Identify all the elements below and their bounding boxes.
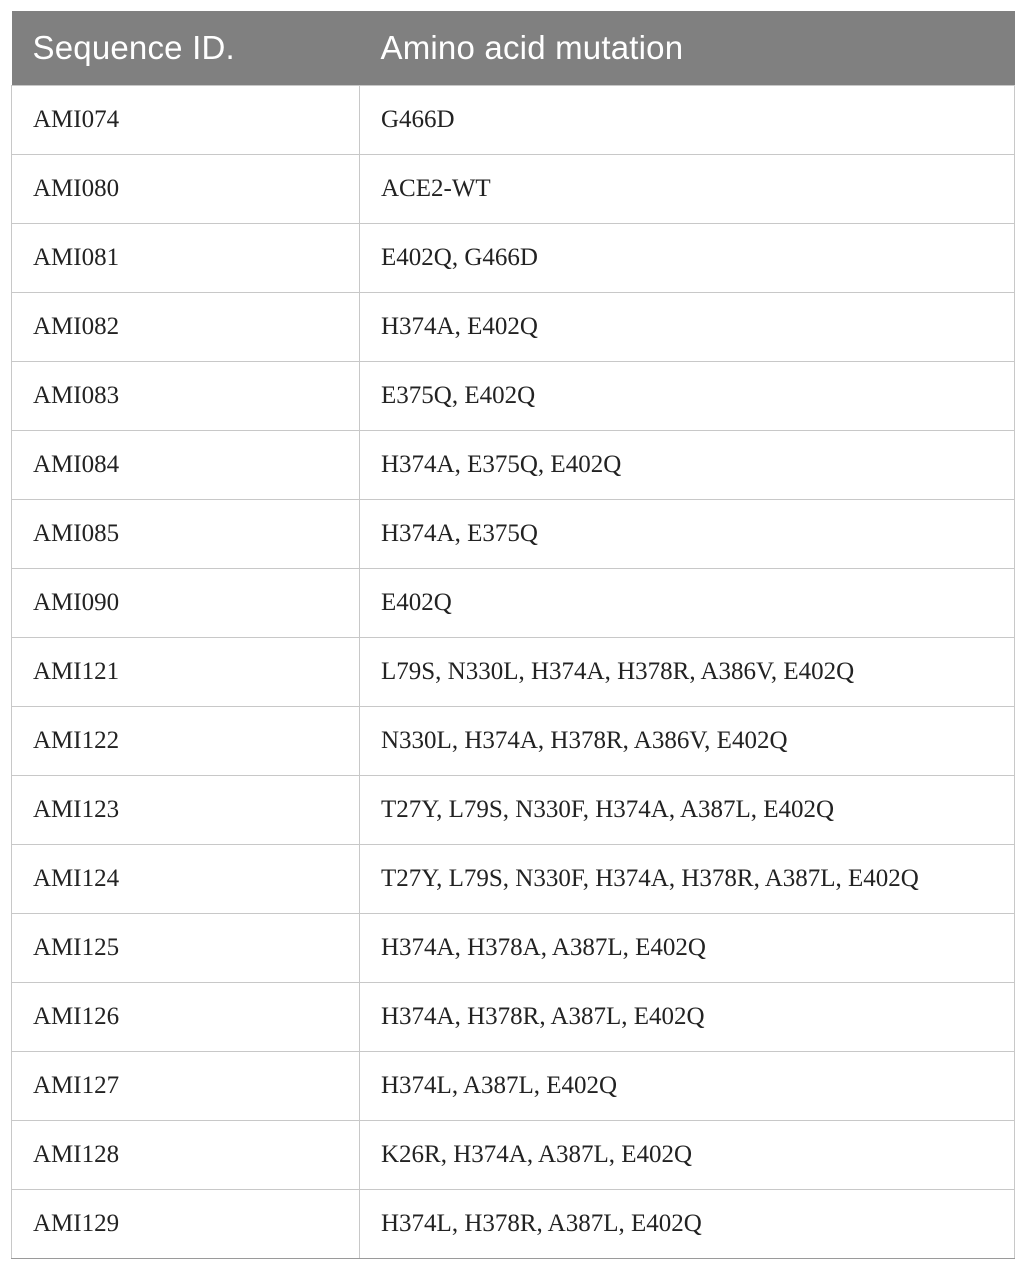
sequence-id-cell: AMI127 xyxy=(12,1052,360,1121)
mutation-cell: H374A, E375Q xyxy=(360,500,1015,569)
mutation-cell: E402Q xyxy=(360,569,1015,638)
table-row xyxy=(12,983,1015,1052)
sequence-id-cell: AMI125 xyxy=(12,914,360,983)
table-row xyxy=(12,500,1015,569)
mutation-table-container xyxy=(11,11,1014,1259)
sequence-id-cell: AMI128 xyxy=(12,1121,360,1190)
sequence-id-cell: AMI122 xyxy=(12,707,360,776)
mutation-cell: H374A, E375Q, E402Q xyxy=(360,431,1015,500)
mutation-cell: H374L, H378R, A387L, E402Q xyxy=(360,1190,1015,1259)
mutation-cell: H374A, H378A, A387L, E402Q xyxy=(360,914,1015,983)
mutation-cell: T27Y, L79S, N330F, H374A, A387L, E402Q xyxy=(360,776,1015,845)
header-sequence-id: Sequence ID. xyxy=(12,11,360,86)
sequence-id-cell: AMI123 xyxy=(12,776,360,845)
sequence-id-cell: AMI084 xyxy=(12,431,360,500)
table-row xyxy=(12,1121,1015,1190)
sequence-id-cell: AMI121 xyxy=(12,638,360,707)
mutation-cell: N330L, H374A, H378R, A386V, E402Q xyxy=(360,707,1015,776)
mutation-cell: E375Q, E402Q xyxy=(360,362,1015,431)
mutation-cell: L79S, N330L, H374A, H378R, A386V, E402Q xyxy=(360,638,1015,707)
sequence-id-cell: AMI126 xyxy=(12,983,360,1052)
table-body xyxy=(12,86,1015,1259)
table-row xyxy=(12,707,1015,776)
table-row xyxy=(12,293,1015,362)
header-amino-acid-mutation: Amino acid mutation xyxy=(360,11,1015,86)
sequence-id-cell: AMI080 xyxy=(12,155,360,224)
sequence-id-cell: AMI081 xyxy=(12,224,360,293)
mutation-cell: T27Y, L79S, N330F, H374A, H378R, A387L, E402Q xyxy=(360,845,1015,914)
table-row xyxy=(12,776,1015,845)
sequence-id-cell: AMI085 xyxy=(12,500,360,569)
table-row xyxy=(12,569,1015,638)
mutation-cell: K26R, H374A, A387L, E402Q xyxy=(360,1121,1015,1190)
sequence-id-cell: AMI082 xyxy=(12,293,360,362)
sequence-id-cell: AMI129 xyxy=(12,1190,360,1259)
mutation-cell: E402Q, G466D xyxy=(360,224,1015,293)
mutation-cell: H374L, A387L, E402Q xyxy=(360,1052,1015,1121)
mutation-cell: H374A, E402Q xyxy=(360,293,1015,362)
sequence-id-cell: AMI074 xyxy=(12,86,360,155)
table-row xyxy=(12,155,1015,224)
table-row xyxy=(12,1052,1015,1121)
table-row xyxy=(12,1190,1015,1259)
header-row xyxy=(12,11,1015,86)
mutation-cell: ACE2-WT xyxy=(360,155,1015,224)
sequence-id-cell: AMI090 xyxy=(12,569,360,638)
table-row xyxy=(12,845,1015,914)
table-row xyxy=(12,638,1015,707)
table-row xyxy=(12,362,1015,431)
sequence-id-cell: AMI083 xyxy=(12,362,360,431)
sequence-id-cell: AMI124 xyxy=(12,845,360,914)
mutation-cell: H374A, H378R, A387L, E402Q xyxy=(360,983,1015,1052)
table-row xyxy=(12,914,1015,983)
mutation-cell: G466D xyxy=(360,86,1015,155)
table-header xyxy=(12,11,1015,86)
table-row xyxy=(12,224,1015,293)
table-row xyxy=(12,86,1015,155)
table-row xyxy=(12,431,1015,500)
mutation-table xyxy=(11,11,1015,1259)
